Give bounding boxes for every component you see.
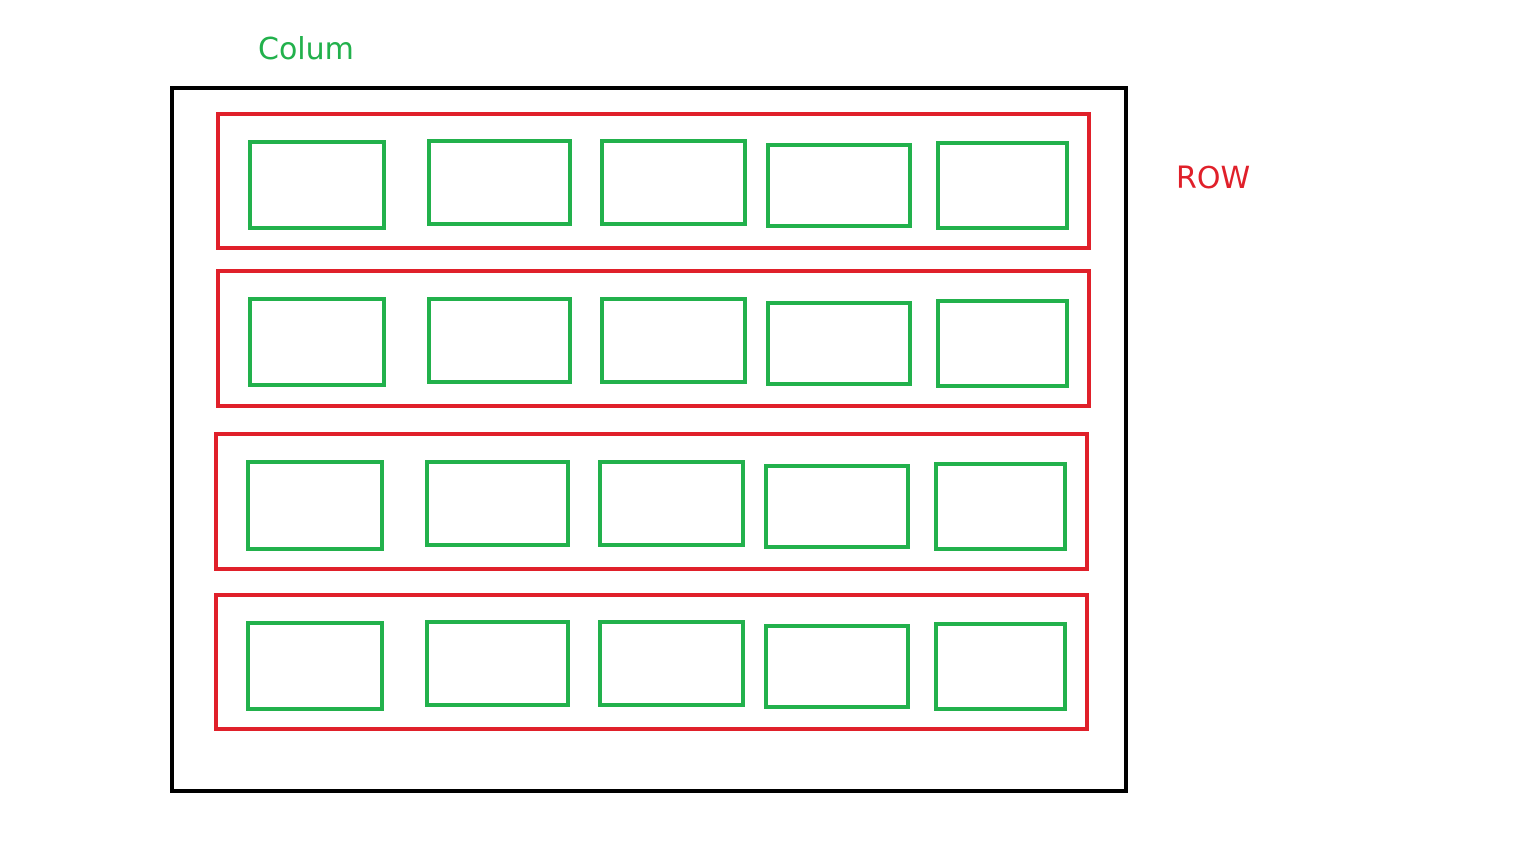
- column-box-r1-c1: [250, 142, 384, 228]
- column-box-r4-c1: [248, 623, 382, 709]
- outer-container: [172, 88, 1126, 791]
- column-box-r3-c5: [936, 464, 1065, 549]
- column-box-r3-c2: [427, 462, 568, 545]
- column-box-r1-c3: [602, 141, 745, 224]
- column-box-r2-c3: [602, 299, 745, 382]
- column-box-r2-c2: [429, 299, 570, 382]
- column-box-r4-c5: [936, 624, 1065, 709]
- column-box-r3-c3: [600, 462, 743, 545]
- column-box-r2-c4: [768, 303, 910, 384]
- column-box-r2-c5: [938, 301, 1067, 386]
- row-group-3: [216, 434, 1087, 569]
- row-group-2: [218, 271, 1089, 406]
- column-box-r4-c4: [766, 626, 908, 707]
- column-box-r1-c4: [768, 145, 910, 226]
- row-label: ROW: [1176, 161, 1251, 196]
- column-box-r4-c3: [600, 622, 743, 705]
- column-label: Colum: [258, 32, 354, 67]
- row-group-4: [216, 595, 1087, 729]
- column-box-r3-c4: [766, 466, 908, 547]
- column-box-r2-c1: [250, 299, 384, 385]
- row-group-1: [218, 114, 1089, 248]
- column-box-r1-c2: [429, 141, 570, 224]
- rows-layer: [216, 114, 1089, 729]
- column-box-r1-c5: [938, 143, 1067, 228]
- column-box-r3-c1: [248, 462, 382, 549]
- column-box-r4-c2: [427, 622, 568, 705]
